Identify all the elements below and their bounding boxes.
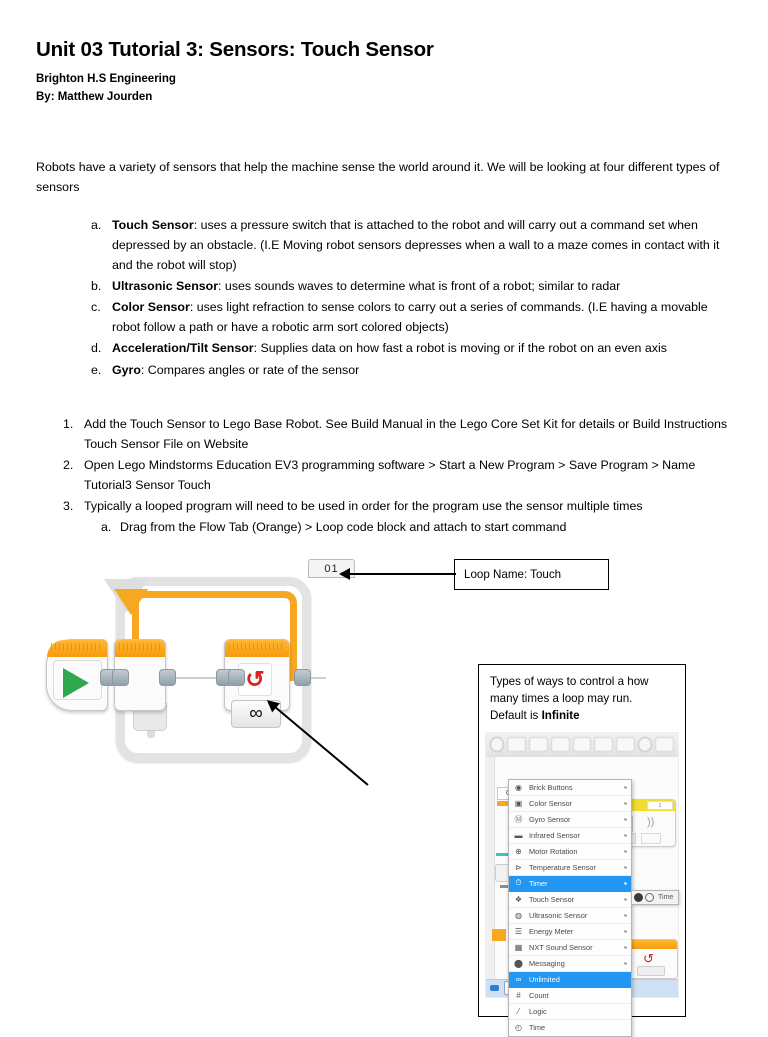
chevron-right-icon: ▸ (624, 800, 628, 807)
logic-icon: ⁄ (517, 1006, 520, 1016)
clock-icon: ◴ (515, 1023, 522, 1033)
list-item (36, 455, 732, 495)
sensor-list (36, 215, 732, 380)
canvas-left-strip (486, 757, 495, 997)
toolbar-round-icon[interactable] (638, 737, 652, 752)
menu-item-unlimited[interactable] (509, 972, 631, 988)
list-marker: a. (101, 520, 112, 535)
term-desc: : uses sounds waves to determine what is front of a robot; similar to radar (218, 279, 621, 294)
submenu-dark-icon (634, 893, 643, 902)
loop-name-callout (454, 559, 609, 590)
canvas-loop-end-block (628, 939, 678, 979)
list-item (36, 496, 732, 516)
toolbar-round-icon[interactable] (490, 737, 504, 752)
callout-description (479, 665, 685, 728)
list-text (112, 338, 732, 358)
ev3-software-screenshot (485, 732, 679, 1033)
list-item (36, 360, 732, 380)
play-icon (63, 668, 89, 698)
menu-item-count[interactable] (509, 988, 631, 1004)
list-text: Drag from the Flow Tab (Orange) > Loop code block and attach to start command (120, 520, 567, 535)
menu-item-infrared-sensor[interactable] (509, 828, 631, 844)
motor-rotation-icon: ⊕ (515, 846, 522, 856)
menu-item-label: Unlimited (529, 974, 560, 984)
menu-item-label: Ultrasonic Sensor (529, 910, 588, 920)
chevron-right-icon: ▸ (624, 832, 628, 839)
intro-paragraph: Robots have a variety of sensors that help the machine sense the world around it. We will be looking at four different types of sensors (36, 159, 720, 194)
term-label: Ultrasonic Sensor (112, 279, 219, 294)
menu-item-label: Messaging (529, 958, 565, 968)
ev3-toolbar (486, 733, 678, 757)
page-title: Unit 03 Tutorial 3: Sensors: Touch Sensor (36, 38, 434, 61)
menu-item-label: Count (529, 990, 549, 1000)
loop-end-cap (225, 640, 289, 657)
menu-item-messaging[interactable] (509, 956, 631, 972)
menu-item-label: Infrared Sensor (529, 830, 580, 840)
toolbar-cell[interactable] (529, 737, 548, 752)
term-desc: : uses light refraction to sense colors to carry out a series of commands. (I.E having a movable robot follow a path or have a robotic arm sort colored objects) (112, 300, 708, 335)
loop-arrowhead-icon (114, 589, 148, 615)
list-item (36, 276, 732, 296)
loop-tab-label: 01 (324, 562, 339, 575)
menu-item-nxt-sound-sensor[interactable] (509, 940, 631, 956)
toolbar-cell[interactable] (655, 737, 674, 752)
term-desc: : Supplies data on how fast a robot is moving or if the robot on an even axis (253, 341, 667, 356)
menu-item-color-sensor[interactable] (509, 796, 631, 812)
list-marker: e. (91, 362, 102, 377)
list-text (112, 297, 732, 337)
wire-connector (310, 677, 326, 679)
toolbar-cell[interactable] (573, 737, 592, 752)
term-desc: : Compares angles or rate of the sensor (140, 362, 360, 377)
chevron-right-icon: ▸ (624, 864, 628, 871)
substeps-list (36, 517, 732, 537)
list-item (36, 414, 732, 454)
connector-plug[interactable] (159, 669, 176, 686)
sound-sub-field (641, 833, 661, 844)
term-label: Acceleration/Tilt Sensor (112, 341, 254, 356)
canvas-loop-icon: ↺ (643, 950, 654, 966)
menu-item-label: Energy Meter (529, 926, 574, 936)
callout-default-value: Infinite (541, 708, 580, 722)
nxt-sound-sensor-icon: ▦ (514, 942, 523, 952)
menu-item-label: Logic (529, 1006, 547, 1016)
callout-line-2: many times a loop may run. (490, 691, 633, 705)
list-marker: b. (91, 279, 102, 294)
menu-item-label: Brick Buttons (529, 782, 573, 792)
menu-item-gyro-sensor[interactable] (509, 812, 631, 828)
toolbar-cell[interactable] (551, 737, 570, 752)
chevron-right-icon: ▸ (624, 960, 628, 967)
timer-submenu[interactable] (631, 890, 679, 905)
loop-mode-dropdown[interactable] (508, 779, 632, 1037)
chevron-right-icon: ▸ (624, 944, 628, 951)
list-marker: c. (91, 300, 101, 315)
connector-plug[interactable] (294, 669, 311, 686)
menu-item-label: Timer (529, 878, 548, 888)
infinity-icon: ∞ (249, 703, 263, 725)
messaging-icon: ⬤ (514, 958, 523, 968)
term-label: Touch Sensor (112, 217, 194, 232)
loop-start-cap (115, 640, 165, 657)
toolbar-cell[interactable] (616, 737, 635, 752)
list-text (112, 360, 732, 380)
list-marker: 1. (63, 416, 74, 431)
menu-item-brick-buttons[interactable] (509, 780, 631, 796)
toolbar-cell[interactable] (507, 737, 526, 752)
loop-name-callout-text: Loop Name: Touch (464, 568, 562, 582)
list-text: Open Lego Mindstorms Education EV3 programming software > Start a New Program > Save Program > Name Tutorial3 Sensor Touch (84, 457, 696, 492)
list-item (36, 517, 732, 537)
callout-default-prefix: Default is (490, 708, 542, 722)
menu-item-motor-rotation[interactable] (509, 844, 631, 860)
callout-line-3 (490, 708, 675, 725)
toolbar-cell[interactable] (594, 737, 613, 752)
term-desc: : uses a pressure switch that is attached to the robot and will carry out a command set when depressed by an obstacle. (I.E Moving robot sensors depresses when a wall to a maze comes in contact with it and the robot will stop) (112, 217, 720, 273)
chevron-right-icon: ▸ (624, 928, 628, 935)
menu-item-temperature-sensor[interactable] (509, 860, 631, 876)
sound-wave-icon: )) (647, 815, 655, 828)
canvas-orange-square (492, 929, 506, 941)
list-text (112, 215, 732, 275)
list-marker: a. (91, 217, 102, 232)
menu-item-label: Motor Rotation (529, 846, 578, 856)
list-text: Typically a looped program will need to be used in order for the program use the sensor multiple times (84, 498, 643, 513)
school-line: Brighton H.S Engineering (36, 73, 176, 85)
start-block-cap (47, 640, 107, 657)
gyro-sensor-icon: Ⓜ (514, 814, 523, 824)
connector-plug[interactable] (112, 669, 129, 686)
menu-item-timer[interactable] (509, 876, 631, 892)
infinity-icon: ∞ (515, 974, 522, 984)
list-item (36, 297, 732, 337)
steps-list (36, 414, 732, 516)
canvas-loop-end-cap (629, 940, 677, 949)
list-item (36, 215, 732, 275)
energy-meter-icon: ☰ (514, 926, 523, 936)
callout-line-1: Types of ways to control a how (490, 675, 649, 689)
palette-dot[interactable] (490, 985, 499, 991)
list-text: Add the Touch Sensor to Lego Base Robot. See Build Manual in the Lego Core Set Kit for details or Build Instructions Touch Sensor File on Website (84, 416, 728, 451)
chevron-right-icon: ▸ (624, 880, 628, 887)
chevron-right-icon: ▸ (624, 896, 628, 903)
clock-icon (645, 893, 654, 902)
loop-control-callout (478, 664, 686, 1033)
connector-plug[interactable] (228, 669, 245, 686)
brick-buttons-icon: ◉ (515, 782, 522, 792)
menu-item-logic[interactable] (509, 1004, 631, 1020)
menu-item-label: Touch Sensor (529, 894, 575, 904)
sound-block-value: 1 (647, 801, 673, 810)
menu-item-touch-sensor[interactable] (509, 892, 631, 908)
menu-item-label: Color Sensor (529, 798, 573, 808)
ev3-canvas (486, 757, 678, 1033)
list-text (112, 276, 732, 296)
ultrasonic-sensor-icon: ◍ (515, 910, 522, 920)
callout-arrow (349, 573, 456, 575)
list-marker: 3. (63, 498, 74, 513)
menu-item-label: Time (529, 1023, 546, 1033)
list-marker: 2. (63, 457, 74, 472)
ev3-program-diagram (36, 551, 732, 1033)
chevron-right-icon: ▸ (624, 784, 628, 791)
menu-item-energy-meter[interactable] (509, 924, 631, 940)
timer-icon: ⏱ (515, 878, 522, 888)
list-item (36, 338, 732, 358)
chevron-right-icon: ▸ (624, 816, 628, 823)
loop-repeat-glyph: ↺ (245, 666, 265, 693)
list-marker: d. (91, 341, 102, 356)
temperature-sensor-icon: ⊳ (515, 862, 522, 872)
touch-sensor-icon: ❖ (514, 894, 523, 904)
color-sensor-icon: ▣ (514, 798, 523, 808)
menu-item-label: Temperature Sensor (529, 862, 596, 872)
wire-connector (175, 677, 220, 679)
start-block[interactable] (46, 639, 108, 711)
author-line: By: Matthew Jourden (36, 91, 153, 104)
menu-item-label: NXT Sound Sensor (529, 942, 593, 952)
chevron-right-icon: ▸ (624, 848, 628, 855)
infrared-sensor-icon: ▬ (514, 830, 523, 840)
term-label: Color Sensor (112, 300, 190, 315)
canvas-loop-mode (637, 966, 665, 976)
menu-item-time[interactable] (509, 1020, 631, 1036)
submenu-item-label: Time (658, 893, 674, 901)
chevron-right-icon: ▸ (624, 912, 628, 919)
hash-icon: # (516, 990, 521, 1000)
menu-item-ultrasonic-sensor[interactable] (509, 908, 631, 924)
term-label: Gyro (112, 362, 141, 377)
menu-item-label: Gyro Sensor (529, 814, 571, 824)
